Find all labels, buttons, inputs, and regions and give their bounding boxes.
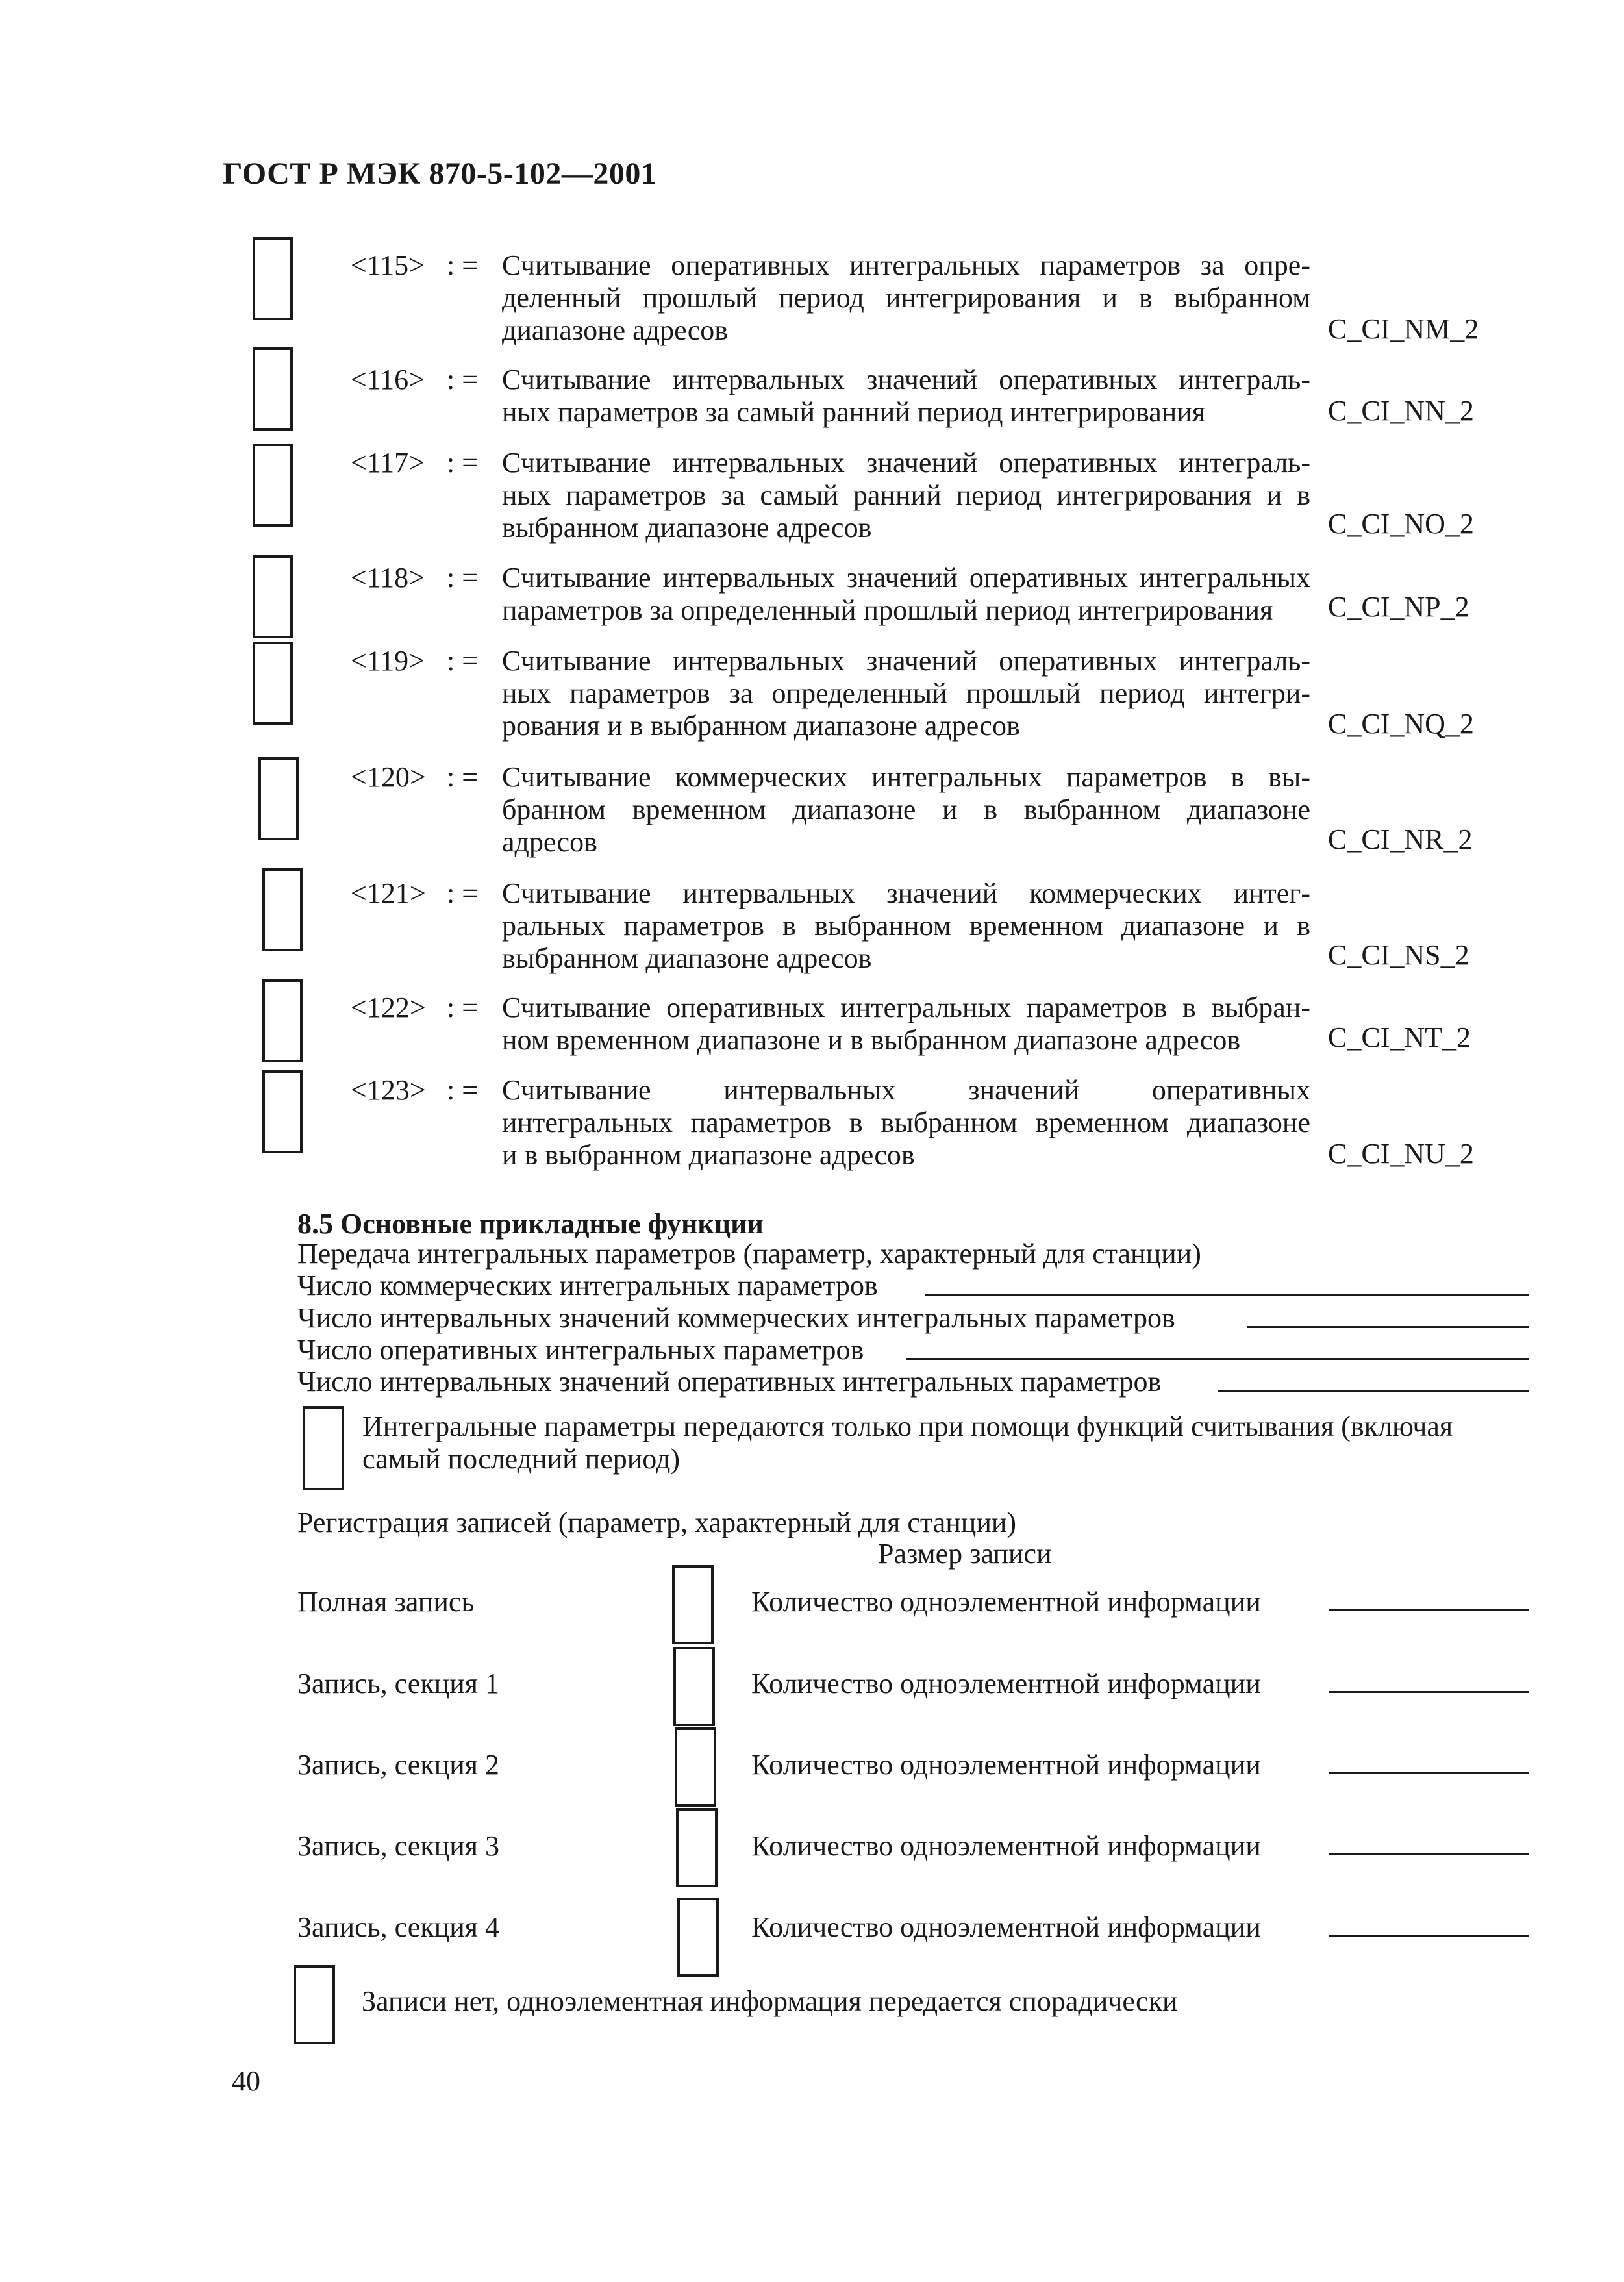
checkbox-116[interactable] (253, 347, 293, 431)
checkbox-115[interactable] (253, 237, 293, 320)
entry-description: Считывание интервальных значений оперативных интеграль- ных параметров за самый ранний период интегрирования (502, 364, 1310, 428)
assign-operator: : = (447, 645, 479, 677)
checkbox-122[interactable] (262, 979, 303, 1062)
entry-code: C_CI_NR_2 (1328, 823, 1473, 855)
fill-field-blank[interactable] (925, 1294, 1529, 1296)
entry-description: Считывание интервальных значений оперативных интегральных параметров в выбранном временном диапазоне и в выбранном диапазоне адресов (502, 1074, 1310, 1171)
fill-field-label: Число интервальных значений коммерческих интегральных параметров (297, 1302, 1175, 1334)
read-only-text: Интегральные параметры передаются только при помощи функций считывания (включая самый последний период) (362, 1411, 1453, 1475)
record-checkbox[interactable] (673, 1647, 715, 1726)
entry-description: Считывание интервальных значений оперативных интеграль- ных параметров за определенный прошлый период интегри- рования и в выбранном диапазоне адресов (502, 645, 1310, 742)
read-only-checkbox[interactable] (303, 1406, 344, 1490)
entry-code: C_CI_NQ_2 (1328, 708, 1474, 740)
entry-number: <117> (351, 447, 425, 479)
record-field-label: Количество одноэлементной информации (751, 1830, 1261, 1862)
fill-field-blank[interactable] (1247, 1326, 1529, 1328)
entry-code: C_CI_NO_2 (1328, 508, 1474, 540)
entry-number: <119> (351, 645, 425, 677)
entry-code: C_CI_NU_2 (1328, 1138, 1474, 1170)
assign-operator: : = (447, 562, 479, 594)
assign-operator: : = (447, 761, 479, 793)
fill-field-label: Число коммерческих интегральных параметров (297, 1270, 878, 1301)
integral-title: Передача интегральных параметров (параметр, характерный для станции) (297, 1238, 1201, 1270)
entry-description: Считывание интервальных значений оперативных интегральных параметров за определенный прошлый период интегрирования (502, 562, 1310, 626)
entry-code: C_CI_NM_2 (1328, 313, 1479, 345)
fill-field-blank[interactable] (1218, 1390, 1529, 1392)
record-field-blank[interactable] (1329, 1772, 1529, 1774)
record-field-blank[interactable] (1329, 1853, 1529, 1855)
entry-code: C_CI_NP_2 (1328, 591, 1469, 623)
record-field-blank[interactable] (1329, 1935, 1529, 1937)
entry-number: <123> (351, 1074, 426, 1106)
checkbox-118[interactable] (253, 555, 293, 638)
assign-operator: : = (447, 447, 479, 479)
page-number: 40 (232, 2065, 260, 2097)
record-field-blank[interactable] (1329, 1691, 1529, 1693)
assign-operator: : = (447, 364, 479, 395)
record-checkbox[interactable] (676, 1808, 718, 1887)
entry-number: <120> (351, 761, 426, 793)
entry-number: <118> (351, 562, 425, 594)
entry-code: C_CI_NT_2 (1328, 1022, 1471, 1053)
fill-field-blank[interactable] (906, 1358, 1529, 1360)
record-label: Запись, секция 1 (297, 1668, 499, 1699)
checkbox-121[interactable] (262, 868, 303, 951)
record-field-label: Количество одноэлементной информации (751, 1911, 1261, 1943)
document-header: ГОСТ Р МЭК 870-5-102—2001 (223, 157, 657, 191)
entry-number: <122> (351, 992, 426, 1023)
record-field-label: Количество одноэлементной информации (751, 1749, 1261, 1781)
entry-number: <121> (351, 877, 426, 909)
entry-description: Считывание оперативных интегральных параметров в выбран- ном временном диапазоне и в выбранном диапазоне адресов (502, 992, 1310, 1056)
checkbox-117[interactable] (253, 444, 293, 527)
record-field-blank[interactable] (1329, 1609, 1529, 1611)
record-label: Запись, секция 3 (297, 1830, 499, 1862)
entry-description: Считывание коммерческих интегральных параметров в вы- бранном временном диапазоне и в выбранном диапазоне адресов (502, 761, 1310, 858)
no-records-text: Записи нет, одноэлементная информация передается спорадически (362, 1985, 1178, 2017)
record-size-label: Размер записи (878, 1538, 1052, 1570)
record-checkbox[interactable] (677, 1898, 719, 1977)
record-label: Запись, секция 2 (297, 1749, 499, 1781)
entry-number: <115> (351, 249, 425, 281)
record-checkbox[interactable] (672, 1565, 714, 1644)
no-records-checkbox[interactable] (294, 1965, 335, 2044)
assign-operator: : = (447, 1074, 479, 1106)
record-label: Полная запись (297, 1586, 475, 1618)
section-heading: 8.5 Основные прикладные функции (297, 1208, 764, 1240)
entry-code: C_CI_NS_2 (1328, 939, 1469, 971)
checkbox-123[interactable] (262, 1070, 303, 1153)
record-field-label: Количество одноэлементной информации (751, 1586, 1261, 1618)
entry-description: Считывание оперативных интегральных параметров за опре- деленный прошлый период интегрирования и в выбранном диапазоне адресов (502, 249, 1310, 346)
records-title: Регистрация записей (параметр, характерный для станции) (297, 1507, 1017, 1538)
entry-description: Считывание интервальных значений коммерческих интег- ральных параметров в выбранном временном диапазоне и в выбранном диапазоне адресов (502, 877, 1310, 974)
checkbox-119[interactable] (253, 642, 293, 725)
fill-field-label: Число интервальных значений оперативных интегральных параметров (297, 1366, 1162, 1398)
record-field-label: Количество одноэлементной информации (751, 1668, 1261, 1699)
entry-number: <116> (351, 364, 425, 395)
entry-code: C_CI_NN_2 (1328, 395, 1474, 427)
record-label: Запись, секция 4 (297, 1911, 499, 1943)
record-checkbox[interactable] (675, 1727, 716, 1807)
assign-operator: : = (447, 877, 479, 909)
assign-operator: : = (447, 249, 479, 281)
assign-operator: : = (447, 992, 479, 1023)
entry-description: Считывание интервальных значений оперативных интеграль- ных параметров за самый ранний период интегрирования и в выбранном диапазоне адресов (502, 447, 1310, 544)
fill-field-label: Число оперативных интегральных параметров (297, 1334, 864, 1366)
checkbox-120[interactable] (258, 757, 299, 840)
